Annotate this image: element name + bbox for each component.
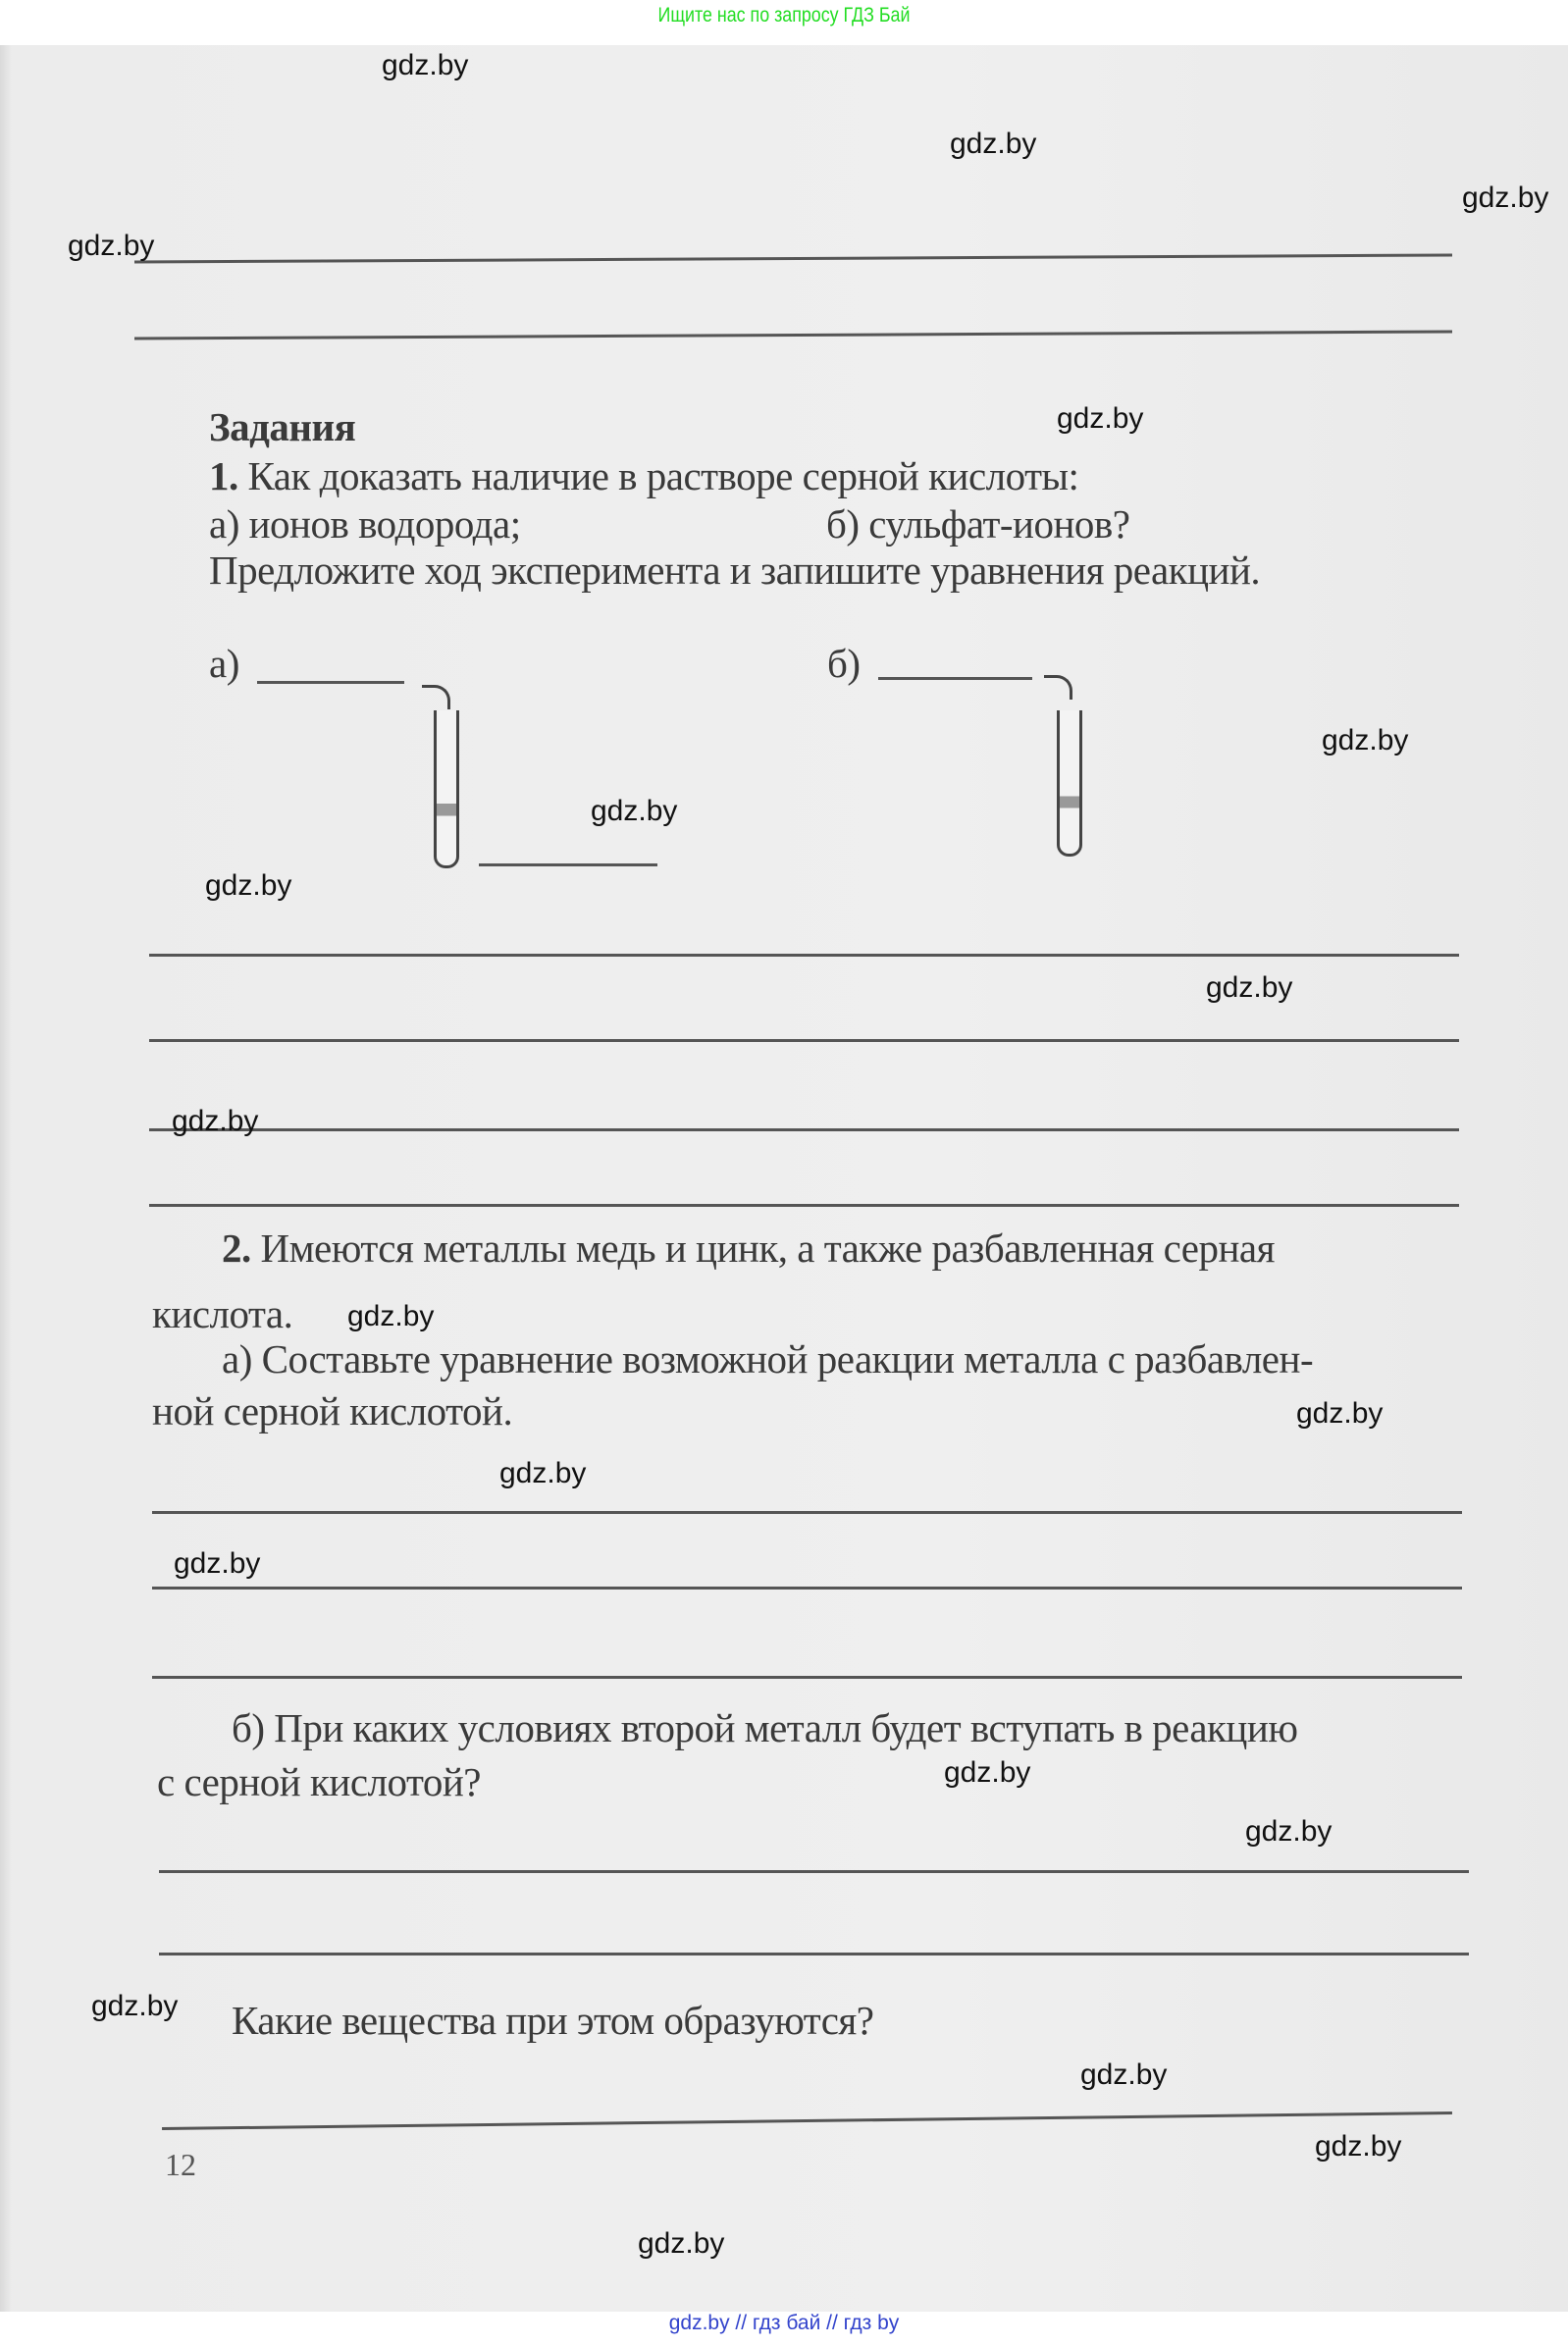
task2-number: 2. <box>222 1225 251 1271</box>
answer-a-line[interactable] <box>257 681 404 684</box>
watermark: gdz.by <box>1080 2059 1168 2091</box>
answer-a-label: а) <box>209 641 239 686</box>
answer-line <box>152 1676 1462 1679</box>
watermark: gdz.by <box>1245 1815 1333 1848</box>
watermark: gdz.by <box>638 2227 725 2260</box>
task1-text: Как доказать наличие в растворе серной кислоты: <box>247 453 1079 498</box>
search-banner[interactable]: Ищите нас по запросу ГДЗ Бай <box>657 4 911 26</box>
answer-b-label: б) <box>827 641 861 686</box>
watermark: gdz.by <box>944 1756 1031 1789</box>
task1-instruction: Предложите ход эксперимента и запишите уравнения реакций. <box>209 547 1261 593</box>
task2-b-line1: б) При каких условиях второй металл будет вступать в реакцию <box>232 1705 1298 1750</box>
watermark: gdz.by <box>347 1300 435 1332</box>
task2-line1 <box>222 1225 1275 1272</box>
answer-line <box>149 1128 1459 1131</box>
footer-links[interactable]: gdz.by // гдз бай // гдз by <box>668 2312 900 2334</box>
test-tube-icon <box>1057 710 1082 857</box>
watermark: gdz.by <box>591 795 678 827</box>
task2-a-line2: ной серной кислотой. <box>152 1388 513 1434</box>
watermark: gdz.by <box>1057 402 1144 435</box>
task2-b-line2: с серной кислотой? <box>157 1759 481 1804</box>
answer-line <box>159 1870 1469 1873</box>
watermark: gdz.by <box>1462 182 1549 214</box>
watermark: gdz.by <box>172 1105 259 1137</box>
task2-a-line1: а) Составьте уравнение возможной реакции металла с разбавлен- <box>222 1336 1314 1382</box>
answer-line <box>149 1039 1459 1042</box>
task2-text: Имеются металлы медь и цинк, а также разбавленная серная <box>260 1225 1275 1271</box>
task1-question <box>209 452 1078 499</box>
task1-option-b: б) сульфат-ионов? <box>826 501 1130 547</box>
watermark: gdz.by <box>1206 971 1293 1004</box>
watermark: gdz.by <box>1322 724 1409 756</box>
page-number: 12 <box>165 2147 196 2182</box>
watermark: gdz.by <box>382 49 469 81</box>
answer-line <box>152 1587 1462 1590</box>
watermark: gdz.by <box>174 1547 261 1580</box>
answer-b-line[interactable] <box>878 677 1032 680</box>
answer-line <box>152 1511 1462 1514</box>
task1-number: 1. <box>209 453 238 498</box>
task1-option-a: а) ионов водорода; <box>209 501 521 547</box>
watermark: gdz.by <box>68 230 155 262</box>
task2-c-line: Какие вещества при этом образуются? <box>232 1998 874 2043</box>
watermark: gdz.by <box>1315 2130 1402 2163</box>
watermark: gdz.by <box>205 869 292 902</box>
section-heading: Задания <box>209 404 356 449</box>
answer-line <box>159 1953 1469 1955</box>
task2-line2: кислота. <box>152 1291 293 1336</box>
watermark: gdz.by <box>499 1457 587 1489</box>
watermark: gdz.by <box>1296 1397 1384 1430</box>
answer-line <box>149 1204 1459 1207</box>
test-tube-icon <box>434 710 459 868</box>
answer-line <box>149 954 1459 957</box>
watermark: gdz.by <box>950 128 1037 160</box>
watermark: gdz.by <box>91 1990 179 2022</box>
answer-line <box>479 863 657 866</box>
workbook-page <box>0 45 1568 2312</box>
